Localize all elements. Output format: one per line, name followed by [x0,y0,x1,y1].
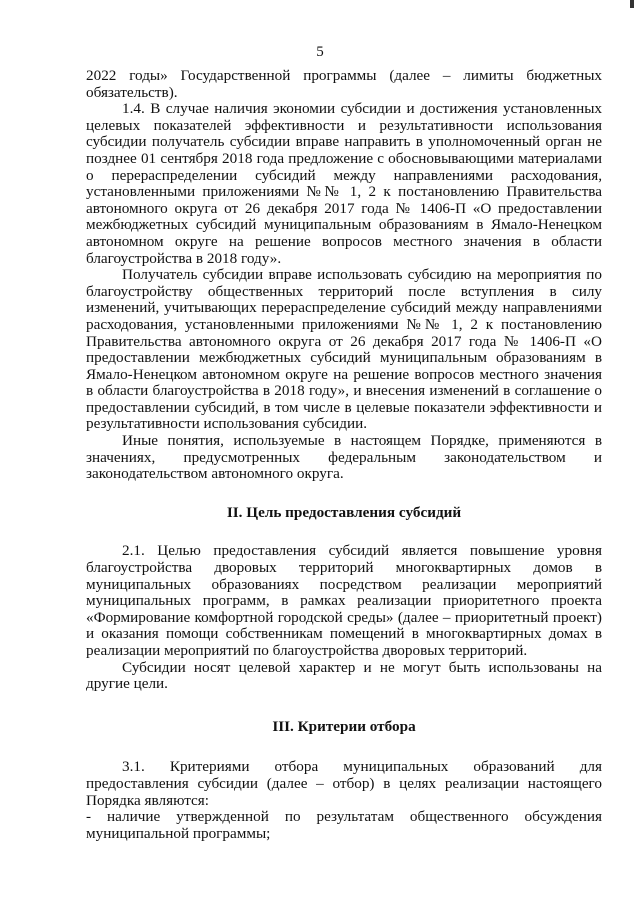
section-3-heading: III. Критерии отбора [272,717,416,735]
paragraph-subsidy-purpose: Субсидии носят целевой характер и не могут быть использованы на другие цели. [86,658,602,693]
list-item-criterion-1: - наличие утвержденной по результатам общественного обсуждения муниципальной программы; [86,808,602,842]
document-body [86,68,602,842]
section-2-heading: II. Цель предоставления субсидий [226,503,462,521]
page-number: 5 [316,44,324,60]
paragraph-1-4: 1.4. В случае наличия экономии субсидии и достижения установленных целевых показателей эффективности и результативности использования субсидии получатель субсидии вправе направить в уполномоченный орган не позднее 01 сентября 2018 года предложение с обосновывающими материалами о перераспределении субсидий между направлениями расходования, установленными приложениями №№ 1, 2 к постановлению Правительства автономного округа от 26 декабря 2017 года № 1406-П «О предоставлении межбюджетных субсидий муниципальным образованиям в Ямало-Ненецком автономном округе на решение вопросов местного значения в области благоустройства в 2018 году». [86,100,602,267]
scan-corner-mark [630,0,634,8]
paragraph-2-1: 2.1. Целью предоставления субсидий является повышение уровня благоустройства дворовых территорий многоквартирных домов в муниципальных образованиях посредством реализации мероприятий муниципальных программ, в рамках реализации приоритетного проекта «Формирование комфортной городской среды» (далее – приоритетный проект) и оказания помощи собственникам помещений в многоквартирных домах в реализации мероприятий по благоустройства дворовых территорий. [86,542,602,659]
paragraph-other-terms: Иные понятия, используемые в настоящем Порядке, применяются в значениях, предусмотренных федеральным законодательством и законодательством автономного округа. [86,432,602,483]
paragraph-recipient-usage: Получатель субсидии вправе использовать субсидию на мероприятия по благоустройству общественных территорий после вступления в силу изменений, учитывающих перераспределение субсидий между направлениями расходования, установленными приложениями №№ 1, 2 к постановлению Правительства автономного округа от 26 декабря 2017 года № 1406-П «О предоставлении межбюджетных субсидий муниципальным образованиям в Ямало-Ненецком автономном округе на решение вопросов местного значения в области благоустройства в 2018 году», и внесения изменений в соглашение о предоставлении субсидий, в том числе в целевые показатели эффективности и результативности использования субсидии. [86,266,602,433]
paragraph-continuation: 2022 годы» Государственной программы (далее – лимиты бюджетных обязательств). [86,67,602,101]
paragraph-3-1: 3.1. Критериями отбора муниципальных образований для предоставления субсидии (далее – отбор) в целях реализации настоящего Порядка являются: [86,758,602,809]
